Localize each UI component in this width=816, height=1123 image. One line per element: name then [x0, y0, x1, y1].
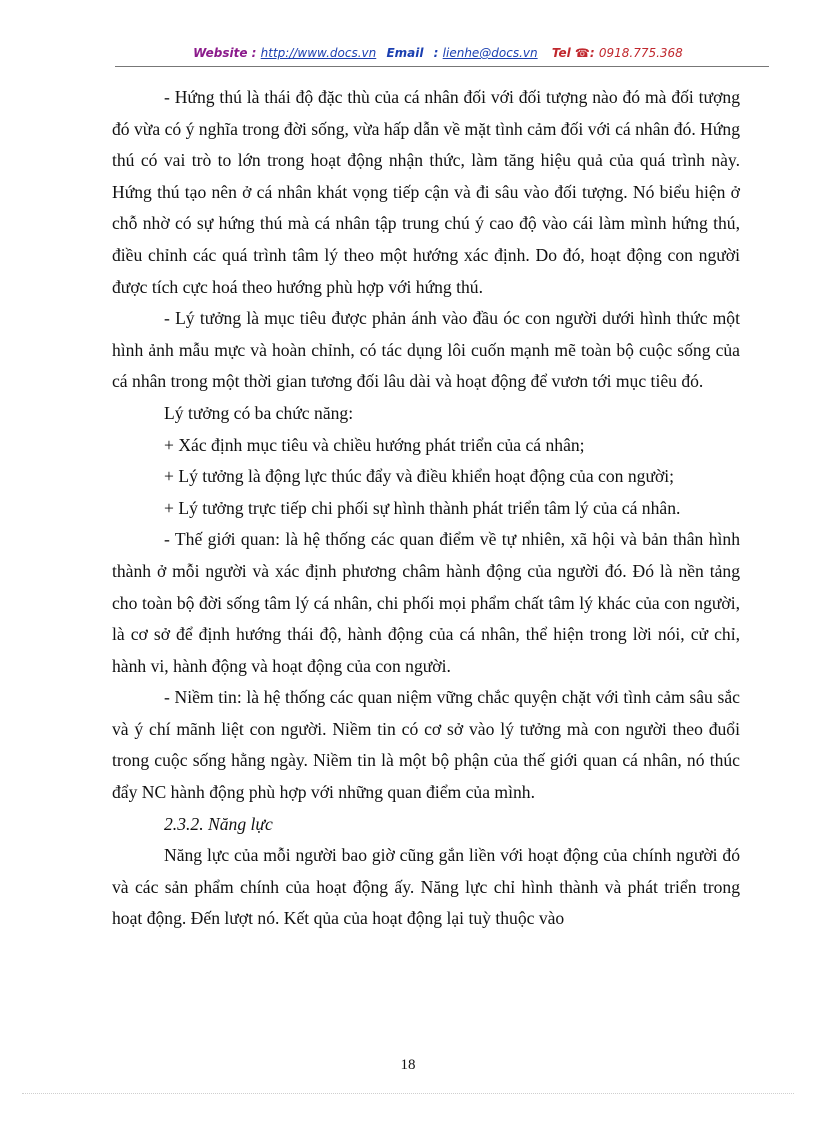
paragraph-ideal-functions: Lý tưởng có ba chức năng:	[164, 402, 354, 423]
footer-divider	[22, 1093, 794, 1094]
paragraph-belief: - Niềm tin: là hệ thống các quan niệm vững chắc quyện chặt với tình cảm sâu sắc và ý chí mãnh liệt con người. Niềm tin có cơ sở vào lý tưởng mà con người theo đuổi trong cuộc sống hằng ngày. Niềm tin là một bộ phận của thế giới quan cá nhân, nó thúc đẩy NC hành động phù hợp với những quan điểm của mình.	[112, 687, 740, 803]
email-separator: :	[433, 46, 439, 60]
website-label: Website :	[193, 46, 257, 60]
header-divider	[115, 66, 769, 67]
website-link[interactable]: http://www.docs.vn	[260, 46, 377, 60]
paragraph-interest: - Hứng thú là thái độ đặc thù của cá nhân đối với đối tượng nào đó mà đối tượng đó vừa có ý nghĩa trong đời sống, vừa hấp dẫn về mặt tình cảm đối với cá nhân đó. Hứng thú có vai trò to lớn trong hoạt động nhận thức, làm tăng hiệu quả của quá trình này. Hứng thú tạo nên ở cá nhân khát vọng tiếp cận và đi sâu vào đối tượng. Nó biểu hiện ở chỗ nhờ có sự hứng thú mà cá nhân tập trung chú ý cao độ vào cái làm mình hứng thú, điều chỉnh các quá trình tâm lý theo một hướng xác định. Do đó, hoạt động con người được tích cực hoá theo hướng phù hợp với hứng thú.	[112, 87, 740, 297]
section-heading: 2.3.2. Năng lực	[164, 813, 273, 834]
paragraph-worldview: - Thế giới quan: là hệ thống các quan điểm về tự nhiên, xã hội và bản thân hình thành ở mỗi người và xác định phương châm hành động của người đó. Đó là nền tảng cho toàn bộ đời sống tâm lý cá nhân, chi phối mọi phẩm chất tâm lý khác của con người, là cơ sở để định hướng thái độ, hành động của cá nhân, thể hiện trong lời nói, cử chỉ, hành vi, hành động và hoạt động của con người.	[112, 529, 740, 676]
paragraph-ability: Năng lực của mỗi người bao giờ cũng gắn liền với hoạt động của chính người đó và các sản phẩm chính của hoạt động ấy. Năng lực chỉ hình thành và phát triển trong hoạt động. Đến lượt nó. Kết qủa của hoạt động lại tuỳ thuộc vào	[112, 845, 740, 929]
page-number: 18	[400, 1057, 416, 1073]
body-text	[112, 82, 740, 935]
email-link[interactable]: lienhe@docs.vn	[442, 46, 538, 60]
paragraph-ideal: - Lý tưởng là mục tiêu được phản ánh vào đầu óc con người dưới hình thức một hình ảnh mẫu mực và hoàn chỉnh, có tác dụng lôi cuốn mạnh mẽ toàn bộ cuộc sống của cá nhân trong một thời gian tương đối lâu dài và hoạt động để vươn tới mục tiêu đó.	[112, 308, 740, 392]
email-label: Email	[386, 46, 424, 60]
list-item: + Lý tưởng trực tiếp chi phối sự hình thành phát triển tâm lý của cá nhân.	[164, 497, 681, 518]
tel-value: 0918.775.368	[598, 46, 683, 60]
page-header	[108, 46, 768, 60]
tel-label: Tel ☎:	[551, 46, 595, 60]
list-item: + Xác định mục tiêu và chiều hướng phát triển của cá nhân;	[164, 434, 585, 455]
list-item: + Lý tưởng là động lực thúc đẩy và điều khiển hoạt động của con người;	[164, 466, 675, 487]
